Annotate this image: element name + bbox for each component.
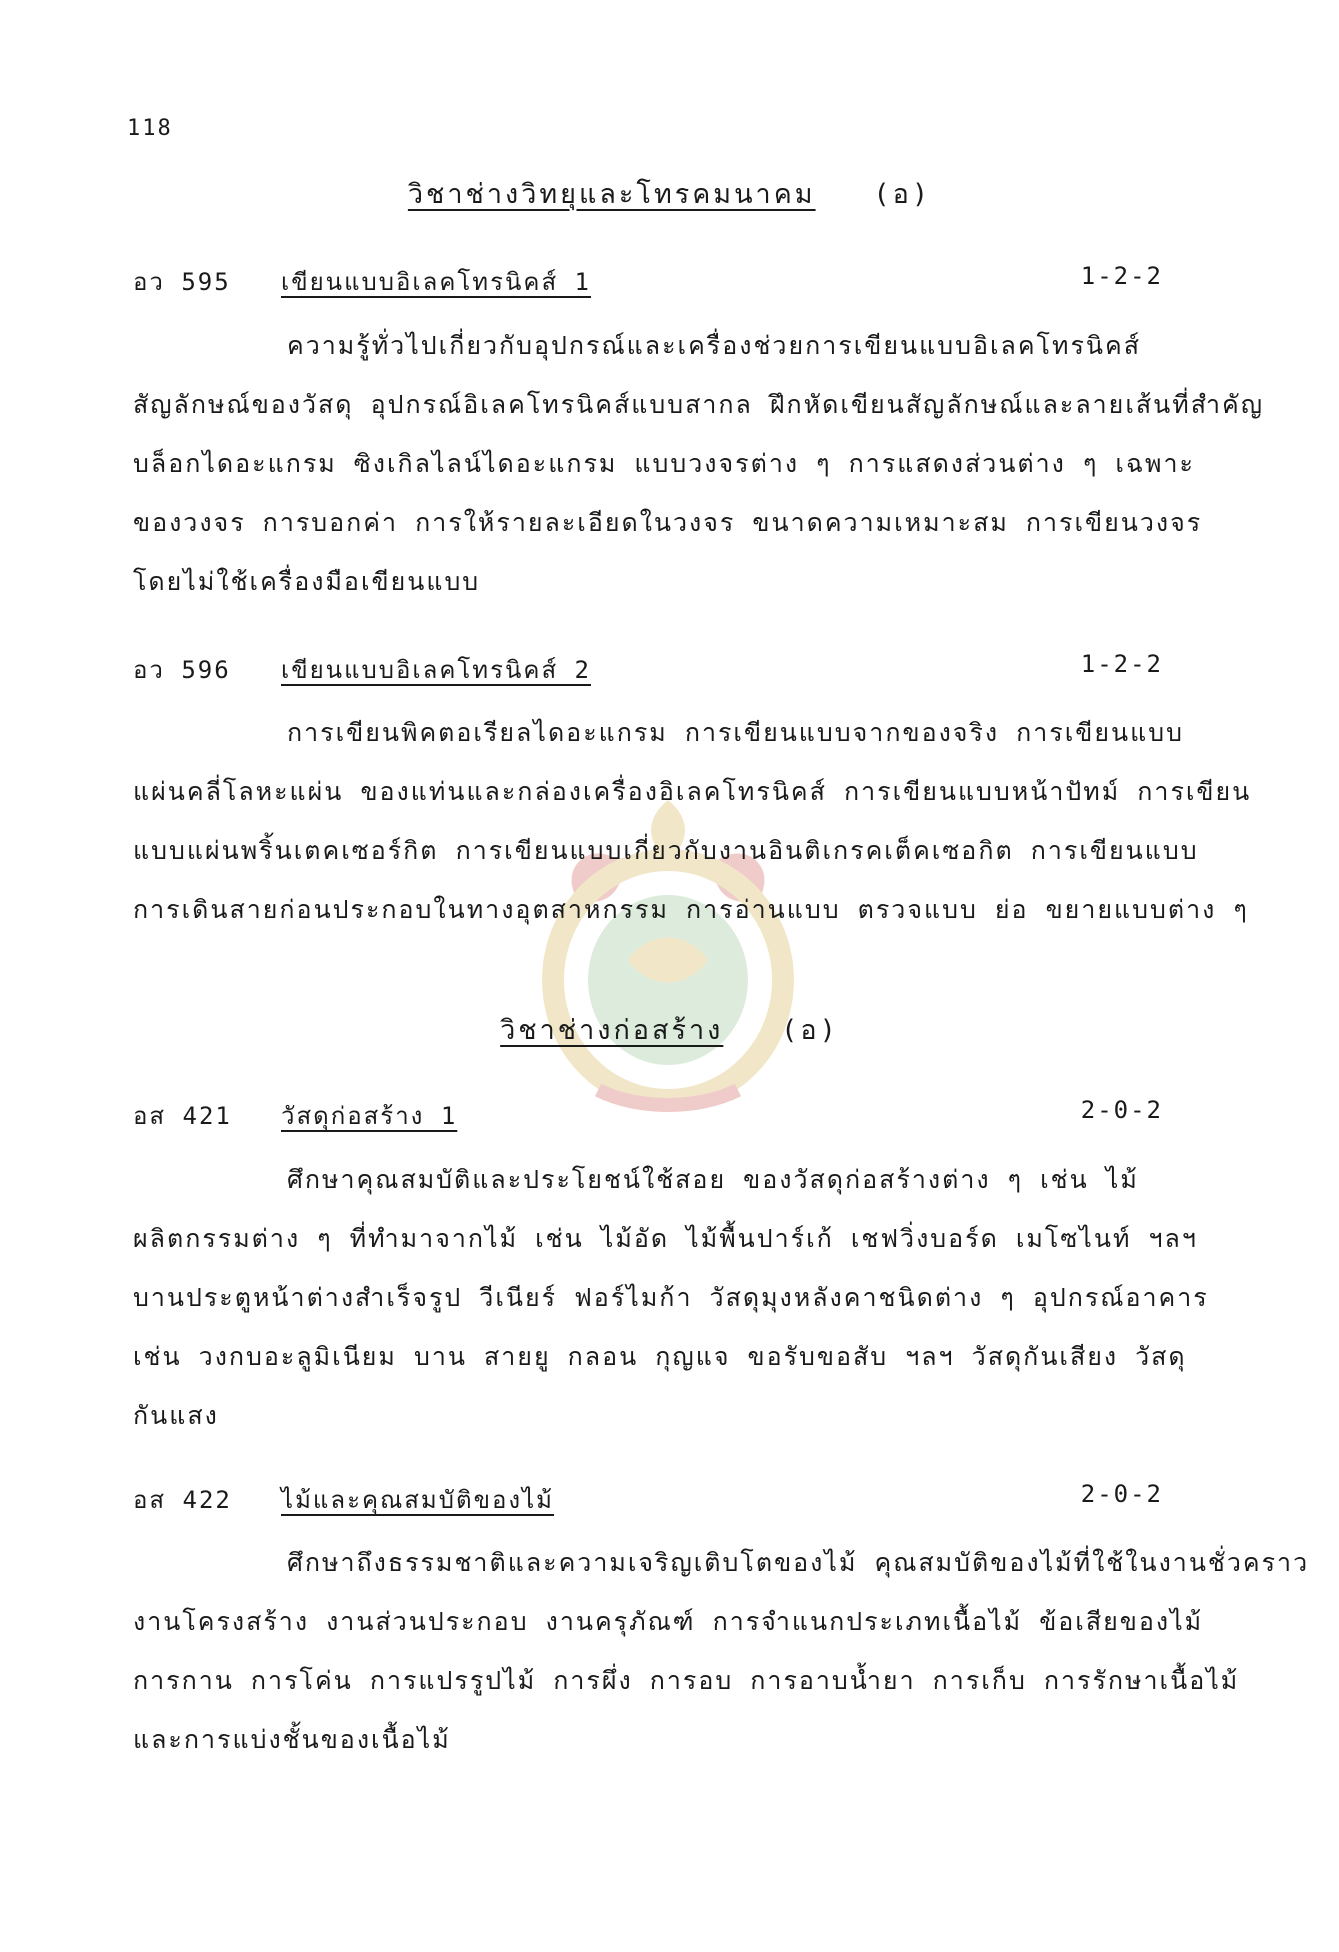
course-header — [133, 262, 1163, 296]
description-line: แบบแผ่นพริ้นเตคเซอร์กิต การเขียนแบบเกี่ยวกับงานอินติเกรคเต็คเซอกิต การเขียนแบบ — [133, 836, 1199, 865]
course-code: อส 422 — [133, 1486, 232, 1514]
course-name: ไม้และคุณสมบัติของไม้ — [281, 1486, 554, 1514]
section-title-suffix: (อ) — [873, 179, 932, 210]
description-line: การเดินสายก่อนประกอบในทางอุตสาหกรรม การอ่านแบบ ตรวจแบบ ย่อ ขยายแบบต่าง ๆ — [133, 895, 1249, 924]
description-line: เช่น วงกบอะลูมิเนียม บาน สายยู กลอน กุญแจ ขอรับขอสับ ฯลฯ วัสดุกันเสียง วัสดุ — [133, 1342, 1187, 1371]
course-code: อส 421 — [133, 1102, 232, 1130]
description-line: งานโครงสร้าง งานส่วนประกอบ งานครุภัณฑ์ การจำแนกประเภทเนื้อไม้ ข้อเสียของไม้ — [133, 1607, 1204, 1636]
course-code: อว 595 — [133, 268, 231, 296]
description-line: กันแสง — [133, 1401, 219, 1430]
course-credits: 2-0-2 — [1080, 1480, 1163, 1508]
course-name: เขียนแบบอิเลคโทรนิคส์ 2 — [281, 656, 592, 684]
course-header — [133, 650, 1163, 684]
description-line: ความรู้ทั่วไปเกี่ยวกับอุปกรณ์และเครื่องช่วยการเขียนแบบอิเลคโทรนิคส์ — [287, 331, 1141, 360]
description-line: บานประตูหน้าต่างสำเร็จรูป วีเนียร์ ฟอร์ไมก้า วัสดุมุงหลังคาชนิดต่าง ๆ อุปกรณ์อาคาร — [133, 1283, 1209, 1312]
section-title-construction — [0, 1008, 1339, 1051]
description-line: ศึกษาถึงธรรมชาติและความเจริญเติบโตของไม้ คุณสมบัติของไม้ที่ใช้ในงานชั่วคราว — [287, 1548, 1310, 1577]
section-title-text: วิชาช่างวิทยุและโทรคมนาคม — [407, 179, 816, 210]
course-name: เขียนแบบอิเลคโทรนิคส์ 1 — [281, 268, 592, 296]
course-credits: 1-2-2 — [1080, 650, 1163, 678]
course-credits: 2-0-2 — [1080, 1096, 1163, 1124]
course-code: อว 596 — [133, 656, 231, 684]
description-line: โดยไม่ใช้เครื่องมือเขียนแบบ — [133, 567, 481, 596]
description-line: แผ่นคลี่โลหะแผ่น ของแท่นและกล่องเครื่องอิเลคโทรนิคส์ การเขียนแบบหน้าปัทม์ การเขียน — [133, 777, 1252, 806]
course-description — [133, 1533, 1310, 1769]
course-header — [133, 1096, 1163, 1130]
course-header — [133, 1480, 1163, 1514]
section-title-radio — [0, 172, 1339, 215]
section-title-suffix: (อ) — [781, 1015, 839, 1046]
course-credits: 1-2-2 — [1080, 262, 1163, 290]
description-line: บล็อกไดอะแกรม ซิงเกิลไลน์ไดอะแกรม แบบวงจรต่าง ๆ การแสดงส่วนต่าง ๆ เฉพาะ — [133, 449, 1195, 478]
description-line: การเขียนพิคตอเรียลไดอะแกรม การเขียนแบบจากของจริง การเขียนแบบ — [287, 718, 1184, 747]
description-line: และการแบ่งชั้นของเนื้อไม้ — [133, 1725, 451, 1754]
description-line: ของวงจร การบอกค่า การให้รายละเอียดในวงจร ขนาดความเหมาะสม การเขียนวงจร — [133, 508, 1203, 537]
section-title-text: วิชาช่างก่อสร้าง — [500, 1015, 724, 1046]
description-line: สัญลักษณ์ของวัสดุ อุปกรณ์อิเลคโทรนิคส์แบบสากล ฝึกหัดเขียนสัญลักษณ์และลายเส้นที่สำคัญ — [133, 390, 1265, 419]
course-description — [133, 703, 1252, 939]
course-name: วัสดุก่อสร้าง 1 — [281, 1102, 458, 1130]
description-line: ผลิตกรรมต่าง ๆ ที่ทำมาจากไม้ เช่น ไม้อัด ไม้พื้นปาร์เก้ เชฟวิ่งบอร์ด เมโซไนท์ ฯลฯ — [133, 1224, 1198, 1253]
course-description — [133, 1150, 1209, 1445]
description-line: ศึกษาคุณสมบัติและประโยชน์ใช้สอย ของวัสดุก่อสร้างต่าง ๆ เช่น ไม้ — [287, 1165, 1139, 1194]
page-number: 118 — [127, 116, 173, 141]
course-description — [133, 316, 1265, 611]
description-line: การกาน การโค่น การแปรรูปไม้ การผึ่ง การอบ การอาบน้ำยา การเก็บ การรักษาเนื้อไม้ — [133, 1666, 1240, 1695]
